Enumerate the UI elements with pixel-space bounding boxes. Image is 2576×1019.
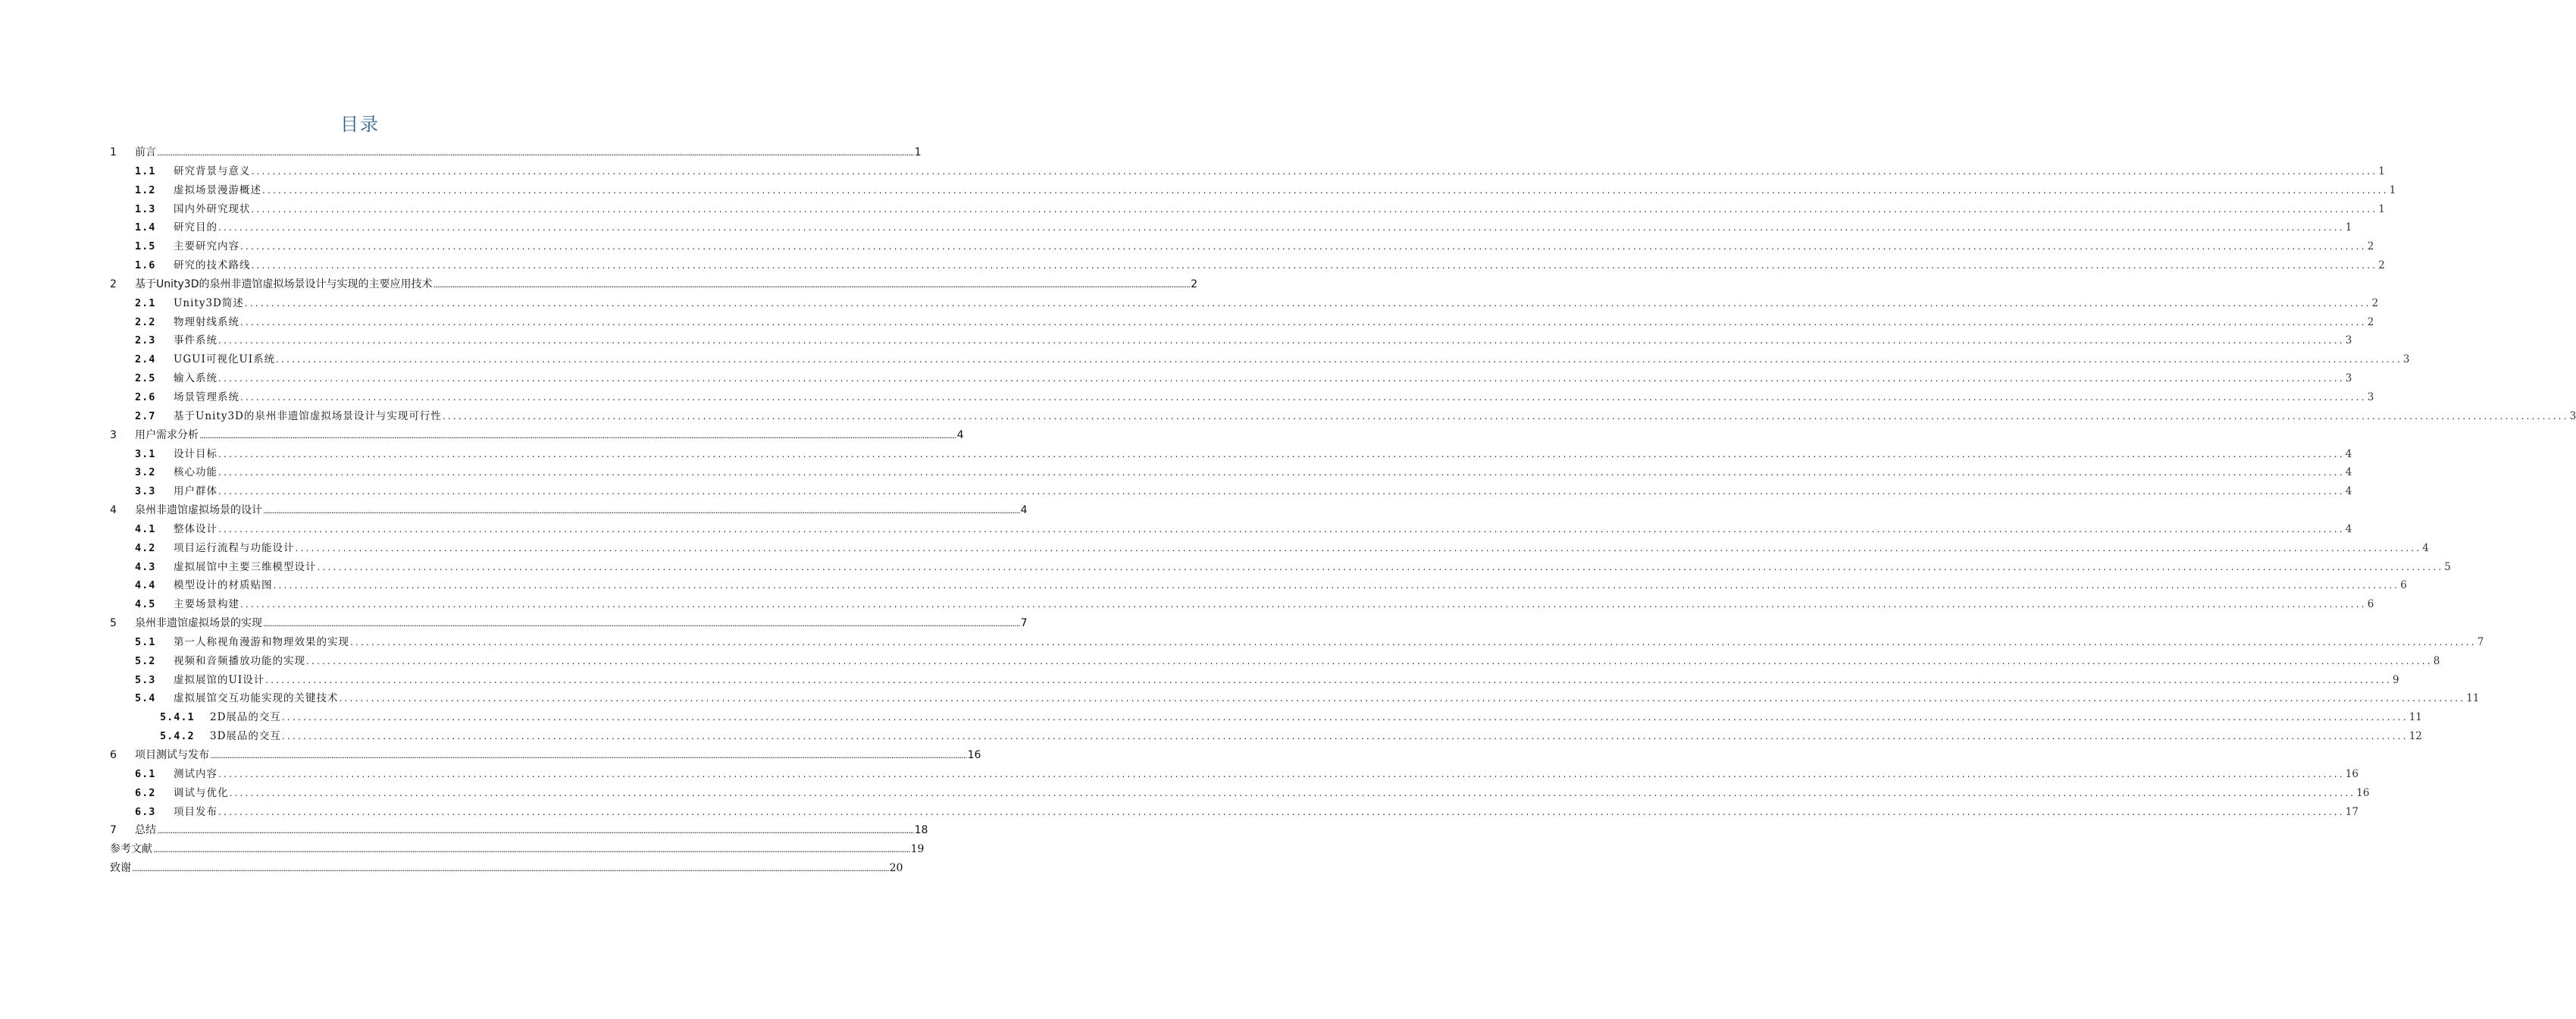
toc-entry-number: 2.2 <box>135 315 156 328</box>
dot-leader: ................................................................................................................................................................................................................................................................................................................................................................................................................ <box>317 561 2444 572</box>
toc-entry[interactable] <box>110 275 1198 294</box>
toc-entry-title: 研究的技术路线 <box>174 259 251 272</box>
dot-leader: ................................................................................................................................................................................................................................................................................................................................................................................................................ <box>218 222 2345 234</box>
dot-leader: ................................................................................................................................................................................................................................................................................................................................................................................................................ <box>218 768 2345 779</box>
toc-entry[interactable] <box>110 237 2374 256</box>
toc-entry-title: 致谢 <box>110 862 131 875</box>
dot-leader: ................................................................................................................................................................................................................................................................................................................................................................................................................ <box>306 655 2433 666</box>
dot-leader: ................................................................................................................................................................................................................................................................................................................................................................................................................ <box>157 826 914 836</box>
table-of-contents <box>110 143 2576 878</box>
toc-entry-page-number: 18 <box>914 824 928 837</box>
toc-entry-title: 基于Unity3D的泉州非遗馆虚拟场景设计与实现可行性 <box>174 409 442 422</box>
dot-leader: ................................................................................................................................................................................................................................................................................................................................................................................................................ <box>263 619 1020 629</box>
toc-entry-title: 泉州非遗馆虚拟场景的实现 <box>135 617 262 630</box>
toc-entry-page-number: 1 <box>2378 165 2385 177</box>
toc-entry-number: 4 <box>110 504 117 517</box>
toc-entry-number: 2.3 <box>135 334 156 347</box>
toc-entry-title: 项目发布 <box>174 805 218 818</box>
toc-entry-number: 3 <box>110 428 117 441</box>
toc-entry-number: 4.4 <box>135 579 156 592</box>
dot-leader: ................................................................................................................................................................................................................................................................................................................................................................................................................ <box>262 184 2389 196</box>
toc-entry-page-number: 16 <box>967 749 981 761</box>
toc-entry-page-number: 2 <box>2378 259 2385 272</box>
dot-leader: ................................................................................................................................................................................................................................................................................................................................................................................................................ <box>251 260 2378 271</box>
dot-leader: ................................................................................................................................................................................................................................................................................................................................................................................................................ <box>157 148 914 158</box>
toc-entry-title: 用户群体 <box>174 485 218 498</box>
dot-leader: ................................................................................................................................................................................................................................................................................................................................................................................................................ <box>218 523 2345 535</box>
toc-entry-title: 2D展品的交互 <box>210 711 281 724</box>
toc-entry-number: 4.5 <box>135 598 156 611</box>
toc-entry-number: 5.2 <box>135 654 156 667</box>
dot-leader: ................................................................................................................................................................................................................................................................................................................................................................................................................ <box>132 864 889 874</box>
dot-leader: ................................................................................................................................................................................................................................................................................................................................................................................................................ <box>263 506 1020 516</box>
toc-entry-number: 4.2 <box>135 541 156 554</box>
dot-leader: ................................................................................................................................................................................................................................................................................................................................................................................................................ <box>218 806 2345 817</box>
toc-entry[interactable] <box>110 859 903 878</box>
toc-entry[interactable] <box>110 369 2352 388</box>
toc-entry-page-number: 4 <box>2345 466 2352 479</box>
toc-entry[interactable] <box>110 294 2379 313</box>
toc-entry[interactable] <box>110 463 2352 482</box>
dot-leader: ................................................................................................................................................................................................................................................................................................................................................................................................................ <box>244 297 2371 309</box>
toc-entry-number: 3.3 <box>135 485 156 498</box>
toc-entry[interactable] <box>110 350 2410 369</box>
toc-entry-number: 1.4 <box>135 221 156 234</box>
dot-leader: ................................................................................................................................................................................................................................................................................................................................................................................................................ <box>251 203 2378 215</box>
dot-leader: ................................................................................................................................................................................................................................................................................................................................................................................................................ <box>218 335 2345 346</box>
toc-entry[interactable] <box>110 784 2370 803</box>
toc-entry[interactable] <box>110 840 925 859</box>
toc-entry-page-number: 20 <box>889 862 903 875</box>
toc-entry-title: 3D展品的交互 <box>210 730 281 743</box>
toc-entry-page-number: 11 <box>2466 692 2480 705</box>
toc-entry-number: 4.3 <box>135 560 156 573</box>
toc-entry-number: 3.2 <box>135 466 156 479</box>
toc-entry-number: 1.1 <box>135 165 156 177</box>
toc-entry-title: Unity3D简述 <box>174 296 244 309</box>
dot-leader: ................................................................................................................................................................................................................................................................................................................................................................................................................ <box>273 580 2400 591</box>
dot-leader: ................................................................................................................................................................................................................................................................................................................................................................................................................ <box>240 391 2367 403</box>
toc-entry-page-number: 6 <box>2367 598 2374 611</box>
dot-leader: ................................................................................................................................................................................................................................................................................................................................................................................................................ <box>210 751 967 760</box>
dot-leader: ................................................................................................................................................................................................................................................................................................................................................................................................................ <box>199 430 956 441</box>
toc-entry-title: 项目运行流程与功能设计 <box>174 541 295 554</box>
toc-entry-number: 2.6 <box>135 390 156 403</box>
dot-leader: ................................................................................................................................................................................................................................................................................................................................................................................................................ <box>350 636 2477 647</box>
toc-entry-number: 2.5 <box>135 372 156 385</box>
toc-entry-title: 基于Unity3D的泉州非遗馆虚拟场景设计与实现的主要应用技术 <box>135 277 433 290</box>
toc-entry-page-number: 12 <box>2409 730 2422 743</box>
toc-entry-title: 虚拟展馆中主要三维模型设计 <box>174 560 317 573</box>
toc-entry-page-number: 8 <box>2433 654 2440 667</box>
toc-entry-page-number: 16 <box>2356 786 2370 799</box>
toc-entry-number: 5.4.2 <box>160 730 195 743</box>
toc-entry-number: 2.7 <box>135 409 156 422</box>
toc-entry-page-number: 3 <box>2345 334 2352 347</box>
toc-entry-page-number: 1 <box>2378 202 2385 215</box>
toc-entry-page-number: 7 <box>1020 617 1028 630</box>
toc-entry[interactable] <box>110 388 2374 407</box>
toc-entry[interactable] <box>110 652 2440 671</box>
toc-entry-number: 2.1 <box>135 296 156 309</box>
toc-entry-title: 输入系统 <box>174 372 218 385</box>
toc-entry-title: 虚拟展馆的UI设计 <box>174 673 265 686</box>
dot-leader: ................................................................................................................................................................................................................................................................................................................................................................................................................ <box>218 486 2345 497</box>
toc-entry-page-number: 3 <box>2569 409 2576 422</box>
toc-entry-title: 参考文献 <box>110 843 152 856</box>
toc-entry-title: 场景管理系统 <box>174 390 239 403</box>
toc-entry[interactable] <box>110 162 2385 181</box>
toc-entry[interactable] <box>110 445 2352 464</box>
toc-entry-title: UGUI可视化UI系统 <box>174 353 276 366</box>
toc-entry-page-number: 3 <box>2402 353 2410 366</box>
toc-entry[interactable] <box>110 256 2385 275</box>
toc-entry-title: 核心功能 <box>174 466 218 479</box>
dot-leader: ................................................................................................................................................................................................................................................................................................................................................................................................................ <box>433 279 1191 290</box>
toc-entry[interactable] <box>110 539 2429 558</box>
toc-entry-title: 视频和音频播放功能的实现 <box>174 654 305 667</box>
toc-title: 目录 <box>340 114 380 135</box>
toc-entry-number: 5.4.1 <box>160 711 195 724</box>
dot-leader: ................................................................................................................................................................................................................................................................................................................................................................................................................ <box>218 373 2345 384</box>
toc-entry-page-number: 4 <box>2345 485 2352 498</box>
toc-entry-title: 主要场景构建 <box>174 598 239 611</box>
toc-entry[interactable] <box>110 520 2352 539</box>
toc-entry-number: 2.4 <box>135 353 156 366</box>
toc-entry[interactable] <box>110 727 2422 746</box>
toc-entry-number: 7 <box>110 824 117 837</box>
toc-entry-title: 国内外研究现状 <box>174 202 251 215</box>
toc-entry-title: 总结 <box>135 824 156 837</box>
toc-entry-page-number: 11 <box>2409 711 2422 724</box>
toc-entry-page-number: 5 <box>2444 560 2451 573</box>
toc-entry[interactable] <box>110 821 928 840</box>
toc-entry-page-number: 3 <box>2367 390 2374 403</box>
toc-entry-page-number: 16 <box>2345 767 2358 780</box>
toc-entry[interactable] <box>110 218 2352 237</box>
dot-leader: ................................................................................................................................................................................................................................................................................................................................................................................................................ <box>265 674 2392 685</box>
toc-entry-number: 2 <box>110 277 117 290</box>
toc-entry-number: 3.1 <box>135 447 156 460</box>
toc-entry-number: 5.3 <box>135 673 156 686</box>
toc-entry-title: 测试内容 <box>174 767 218 780</box>
dot-leader: ................................................................................................................................................................................................................................................................................................................................................................................................................ <box>276 354 2402 365</box>
toc-entry-number: 6.3 <box>135 805 156 818</box>
toc-entry-number: 1 <box>110 146 117 158</box>
dot-leader: ................................................................................................................................................................................................................................................................................................................................................................................................................ <box>229 787 2356 798</box>
dot-leader: ................................................................................................................................................................................................................................................................................................................................................................................................................ <box>442 410 2569 422</box>
dot-leader: ................................................................................................................................................................................................................................................................................................................................................................................................................ <box>251 165 2378 177</box>
toc-entry[interactable] <box>110 426 964 445</box>
toc-entry-page-number: 2 <box>2367 315 2374 328</box>
dot-leader: ................................................................................................................................................................................................................................................................................................................................................................................................................ <box>240 316 2367 328</box>
toc-entry-number: 1.6 <box>135 259 156 272</box>
toc-entry[interactable] <box>110 407 2576 426</box>
toc-entry[interactable] <box>110 576 2407 595</box>
toc-entry-number: 5.1 <box>135 635 156 648</box>
dot-leader: ................................................................................................................................................................................................................................................................................................................................................................................................................ <box>240 241 2367 252</box>
toc-entry-title: 模型设计的材质贴图 <box>174 579 273 592</box>
toc-entry-page-number: 9 <box>2393 673 2399 686</box>
toc-entry[interactable] <box>110 633 2484 652</box>
toc-entry-page-number: 4 <box>1020 504 1028 517</box>
toc-entry-number: 1.3 <box>135 202 156 215</box>
toc-entry-page-number: 1 <box>914 146 922 158</box>
toc-entry-page-number: 4 <box>956 428 964 441</box>
toc-entry[interactable] <box>110 746 981 765</box>
toc-entry-number: 6.1 <box>135 767 156 780</box>
dot-leader: ................................................................................................................................................................................................................................................................................................................................................................................................................ <box>218 467 2345 478</box>
toc-entry-title: 整体设计 <box>174 522 218 535</box>
toc-entry-page-number: 4 <box>2345 522 2352 535</box>
toc-entry-title: 虚拟展馆交互功能实现的关键技术 <box>174 692 339 705</box>
toc-entry-page-number: 4 <box>2422 541 2429 554</box>
toc-entry[interactable] <box>110 689 2480 708</box>
toc-entry-title: 研究背景与意义 <box>174 165 251 177</box>
dot-leader: ................................................................................................................................................................................................................................................................................................................................................................................................................ <box>295 542 2422 553</box>
toc-entry-page-number: 17 <box>2345 805 2358 818</box>
toc-entry[interactable] <box>110 482 2352 501</box>
toc-entry[interactable] <box>110 803 2358 822</box>
toc-entry-title: 事件系统 <box>174 334 218 347</box>
toc-entry[interactable] <box>110 143 922 162</box>
toc-entry[interactable] <box>110 614 1028 633</box>
dot-leader: ................................................................................................................................................................................................................................................................................................................................................................................................................ <box>240 599 2367 610</box>
toc-entry-page-number: 19 <box>910 843 925 856</box>
toc-entry[interactable] <box>110 200 2385 219</box>
dot-leader: ................................................................................................................................................................................................................................................................................................................................................................................................................ <box>218 448 2345 459</box>
toc-entry[interactable] <box>110 501 1028 520</box>
toc-entry[interactable] <box>110 765 2358 784</box>
toc-entry-page-number: 6 <box>2400 579 2407 592</box>
toc-entry-page-number: 1 <box>2345 221 2352 234</box>
toc-entry-number: 1.5 <box>135 240 156 253</box>
toc-entry[interactable] <box>110 708 2422 727</box>
toc-entry-page-number: 4 <box>2345 447 2352 460</box>
toc-entry-page-number: 3 <box>2345 372 2352 385</box>
toc-entry-number: 4.1 <box>135 522 156 535</box>
toc-entry-title: 泉州非遗馆虚拟场景的设计 <box>135 504 262 517</box>
toc-entry[interactable] <box>110 313 2374 332</box>
toc-entry[interactable] <box>110 181 2396 200</box>
toc-entry[interactable] <box>110 671 2399 690</box>
toc-entry-number: 1.2 <box>135 183 156 196</box>
toc-entry-number: 5 <box>110 617 117 630</box>
toc-entry-title: 调试与优化 <box>174 786 229 799</box>
toc-entry-title: 研究目的 <box>174 221 218 234</box>
toc-entry-title: 主要研究内容 <box>174 240 239 253</box>
toc-entry-title: 设计目标 <box>174 447 218 460</box>
dot-leader: ................................................................................................................................................................................................................................................................................................................................................................................................................ <box>153 845 910 855</box>
toc-entry-page-number: 2 <box>2367 240 2374 253</box>
toc-entry-title: 用户需求分析 <box>135 428 199 441</box>
toc-entry-number: 6.2 <box>135 786 156 799</box>
toc-entry-number: 6 <box>110 749 117 761</box>
toc-entry-page-number: 1 <box>2389 183 2396 196</box>
toc-entry[interactable] <box>110 331 2352 350</box>
toc-entry-title: 物理射线系统 <box>174 315 239 328</box>
toc-entry-page-number: 7 <box>2477 635 2484 648</box>
dot-leader: ................................................................................................................................................................................................................................................................................................................................................................................................................ <box>281 712 2409 723</box>
toc-entry-number: 5.4 <box>135 692 156 705</box>
dot-leader: ................................................................................................................................................................................................................................................................................................................................................................................................................ <box>281 731 2409 742</box>
toc-entry-title: 虚拟场景漫游概述 <box>174 183 261 196</box>
toc-entry-title: 项目测试与发布 <box>135 749 209 761</box>
toc-entry[interactable] <box>110 595 2374 614</box>
toc-entry-page-number: 2 <box>1191 277 1198 290</box>
toc-entry-page-number: 2 <box>2371 296 2379 309</box>
toc-entry-title: 前言 <box>135 146 156 158</box>
toc-entry[interactable] <box>110 558 2451 577</box>
dot-leader: ................................................................................................................................................................................................................................................................................................................................................................................................................ <box>339 693 2466 704</box>
toc-entry-title: 第一人称视角漫游和物理效果的实现 <box>174 635 349 648</box>
